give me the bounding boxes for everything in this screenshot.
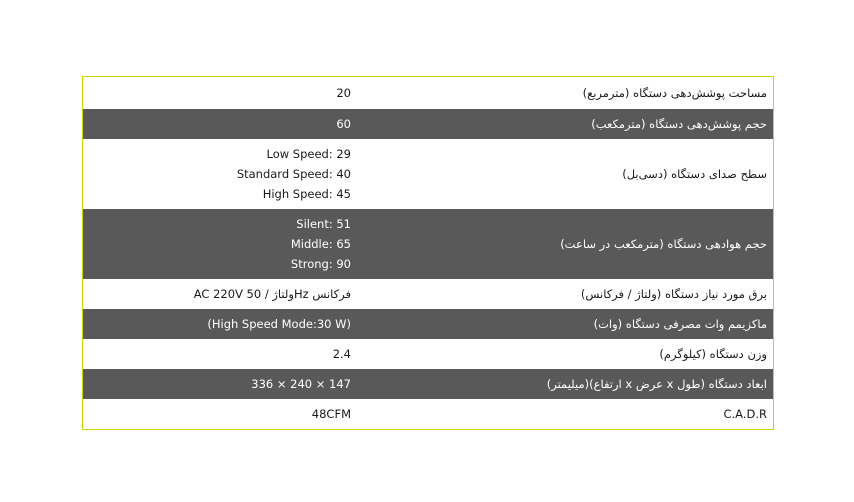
spec-label: ماکزیمم وات مصرفی دستگاه (وات) <box>593 317 767 332</box>
spec-row-coverage-area <box>83 77 774 109</box>
spec-label: مساحت پوشش‌دهی دستگاه (مترمربع) <box>582 85 767 100</box>
spec-row-cadr <box>83 399 774 429</box>
spec-value: High Speed: 45 <box>262 186 351 201</box>
spec-row-coverage-volume <box>83 109 774 139</box>
spec-value: AC 220V ولتاژ / 50Hz فرکانس <box>193 287 351 302</box>
spec-value: 2.4 <box>332 347 351 362</box>
spec-label: C.A.D.R <box>723 407 767 422</box>
spec-label: برق مورد نیاز دستگاه (ولتاژ / فرکانس) <box>580 287 767 302</box>
spec-row-airflow <box>83 209 774 279</box>
spec-label: حجم هوادهی دستگاه (مترمکعب در ساعت) <box>560 236 767 251</box>
spec-row-noise-level <box>83 139 774 209</box>
spec-value: Low Speed: 29 <box>266 146 351 161</box>
spec-value: Standard Speed: 40 <box>236 166 351 181</box>
spec-row-weight <box>83 339 774 369</box>
spec-value: 336 × 240 × 147 <box>251 377 351 392</box>
spec-value: 20 <box>336 85 351 100</box>
spec-label: ابعاد دستگاه (طول x عرض x ارتفاع)(میلیمتر) <box>546 377 767 392</box>
spec-row-dimensions <box>83 369 774 399</box>
spec-value: Silent: 51 <box>296 216 351 231</box>
spec-value: 48CFM <box>311 407 351 422</box>
spec-row-max-power <box>83 309 774 339</box>
spec-label: سطح صدای دستگاه (دسی‌بل) <box>622 166 767 181</box>
specifications-table <box>82 76 774 430</box>
spec-value: (High Speed Mode:30 W) <box>207 317 351 332</box>
spec-row-power-supply <box>83 279 774 309</box>
spec-label: وزن دستگاه (کیلوگرم) <box>659 347 767 362</box>
spec-label: حجم پوشش‌دهی دستگاه (مترمکعب) <box>591 116 767 131</box>
spec-value: Middle: 65 <box>290 236 351 251</box>
spec-value: 60 <box>336 116 351 131</box>
spec-value: Strong: 90 <box>290 256 351 271</box>
